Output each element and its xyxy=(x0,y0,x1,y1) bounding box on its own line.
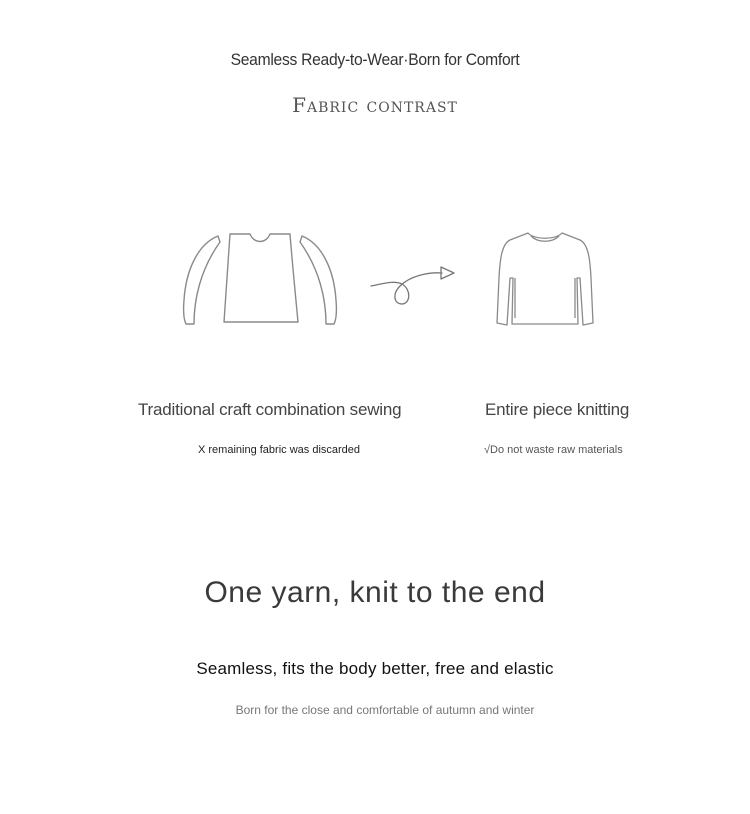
right-compare-label: Entire piece knitting xyxy=(485,400,630,419)
sewn-panel-sweater-icon xyxy=(180,230,340,330)
right-compare-note: √Do not waste raw materials xyxy=(484,444,623,456)
curved-arrow-icon xyxy=(368,262,460,310)
feature-body: Born for the close and comfortable of autumn and winter xyxy=(235,703,535,717)
section-title: Fabric contrast xyxy=(292,93,458,117)
knitted-sweater-icon xyxy=(490,228,600,332)
feature-headline: One yarn, knit to the end xyxy=(204,576,546,609)
feature-subhead: Seamless, fits the body better, free and elastic xyxy=(196,659,554,678)
tagline: Seamless Ready-to-Wear·Born for Comfort xyxy=(230,50,520,69)
left-compare-label: Traditional craft combination sewing xyxy=(138,400,402,419)
left-compare-note: X remaining fabric was discarded xyxy=(198,444,361,456)
